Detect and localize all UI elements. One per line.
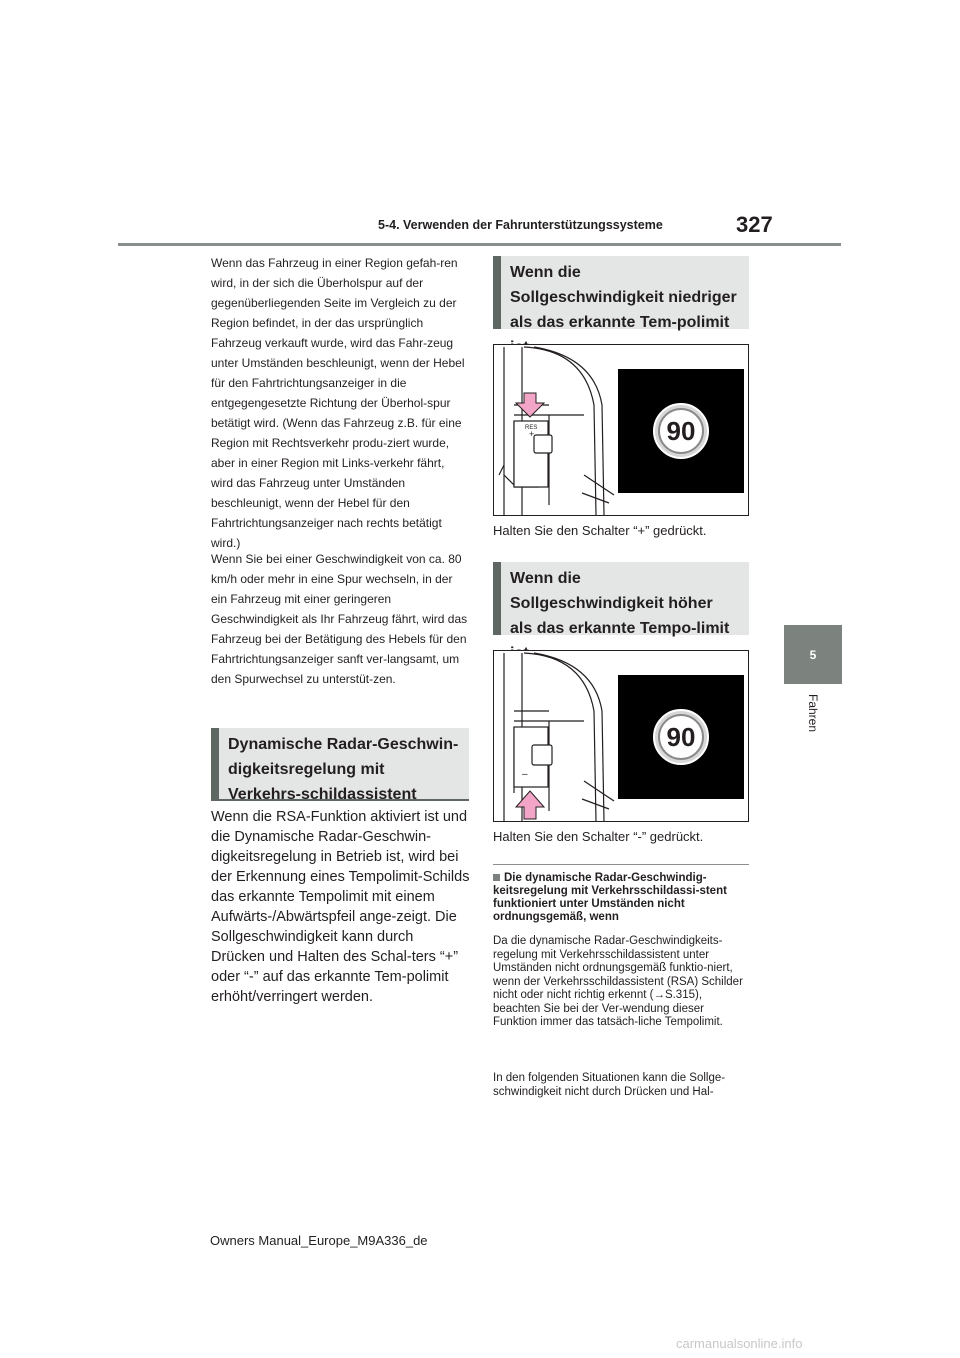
- chapter-tab-number: 5: [809, 647, 817, 662]
- figure-minus-switch: [493, 650, 749, 822]
- figure-minus-switch-illustration: [494, 651, 749, 822]
- note-paragraph-1: Da die dynamische Radar-Geschwindigkeits-regelung mit Verkehrsschildassistent unter Umständen nicht ordnungsgemäß funktio-niert, wenn der Verkehrsschildassistent (RSA) Schilder nicht oder nicht richtig erkennt (→S.315), beachten Sie bei der Ver-wendung dieser Funktion immer das tatsäch-liche Tempolimit.: [493, 935, 743, 1028]
- section-heading-rsa-text: Dynamische Radar-Geschwin-digkeitsregelung mit Verkehrs-schildassistent: [228, 736, 459, 803]
- arrow-down-icon: [516, 393, 544, 417]
- figure-plus-switch: [493, 344, 749, 516]
- chapter-tab-label: [800, 694, 826, 754]
- chapter-tab-label-text: Fahren: [806, 694, 820, 733]
- paragraph-lane-change-speed: Wenn Sie bei einer Geschwindigkeit von ca. 80 km/h oder mehr in eine Spur wechseln, in der ein Fahrzeug mit einer geringeren Geschwindigkeit als Ihr Fahrzeug fährt, wird das Fahrzeug bei der Betätigung des Hebels für den Fahrtrichtungsanzeiger sanft ver-langsamt, um den Spurwechsel zu unterstüt-zen.: [211, 552, 468, 686]
- chapter-tab[interactable]: [784, 625, 842, 684]
- chapter-title: 5-4. Verwenden der Fahrunterstützungssysteme: [378, 218, 663, 232]
- heading-speed-higher-text: Wenn die Sollgeschwindigkeit höher als das erkannte Tempo-limit: [510, 570, 730, 637]
- paragraph-rsa-function: Wenn die RSA-Funktion aktiviert ist und die Dynamische Radar-Geschwin-digkeitsregelung in Betrieb ist, wird bei der Erkennung eines Tempolimit-Schilds das erkannte Tempolimit mit einem Aufwärts-/Abwärtspfeil ange-zeigt. Die Sollgeschwindigkeit kann durch Drücken und Halten des Schal-ters “+” oder “-” auf das erkannte Tem-polimit erhöht/verringert werden.: [211, 809, 470, 1005]
- figure-plus-switch-illustration: [494, 345, 749, 516]
- caption-minus-switch: Halten Sie den Schalter “-” gedrückt.: [493, 829, 704, 844]
- switch-plus-sign: +: [529, 429, 535, 439]
- header-rule: [118, 243, 841, 246]
- heading-speed-lower-text: Wenn die Sollgeschwindigkeit niedriger als das erkannte Tem-polimit: [510, 264, 737, 331]
- note-title-text: Die dynamische Radar-Geschwindig-keitsregelung mit Verkehrsschildassi-stent funktioniert unter Umständen nicht ordnungsgemäß, wenn: [493, 872, 727, 923]
- heading-speed-lower: [493, 256, 749, 329]
- speed-sign-value: 90: [666, 416, 696, 446]
- watermark: carmanualsonline.info: [676, 1336, 803, 1351]
- heading-speed-higher: [493, 562, 749, 635]
- section-heading-rsa: [211, 728, 469, 801]
- footer-manual-id: Owners Manual_Europe_M9A336_de: [210, 1233, 428, 1248]
- note-paragraph-2: In den folgenden Situationen kann die Sollge-schwindigkeit nicht durch Drücken und Hal-: [493, 1072, 726, 1098]
- switch-res-label: RES: [525, 425, 538, 431]
- note-square-icon: [493, 874, 500, 881]
- arrow-up-icon: [516, 791, 544, 819]
- note-title: [493, 872, 749, 924]
- caption-plus-switch: Halten Sie den Schalter “+” gedrückt.: [493, 523, 707, 538]
- speed-sign-value: 90: [666, 722, 696, 752]
- page-number: 327: [736, 212, 773, 237]
- note-rule: [493, 864, 749, 865]
- paragraph-lane-change-region: Wenn das Fahrzeug in einer Region gefah-ren wird, in der sich die Überholspur auf der gegenüberliegenden Seite im Vergleich zu der Region befindet, in der das ursprünglich Fahrzeug verkauft wurde, wird das Fahr-zeug unter Umständen beschleunigt, wenn der Hebel für den Fahrtrichtungsanzeiger in die entgegengesetzte Richtung der Überhol-spur betätigt wird. (Wenn das Fahrzeug z.B. für eine Region mit Rechtsverkehr produ-ziert wurde, aber in einer Region mit Links-verkehr fährt, wird das Fahrzeug unter Umständen beschleunigt, wenn der Hebel für den Fahrtrichtungsanzeiger nach rechts betätigt wird.): [211, 256, 465, 550]
- switch-minus-sign: –: [522, 769, 528, 780]
